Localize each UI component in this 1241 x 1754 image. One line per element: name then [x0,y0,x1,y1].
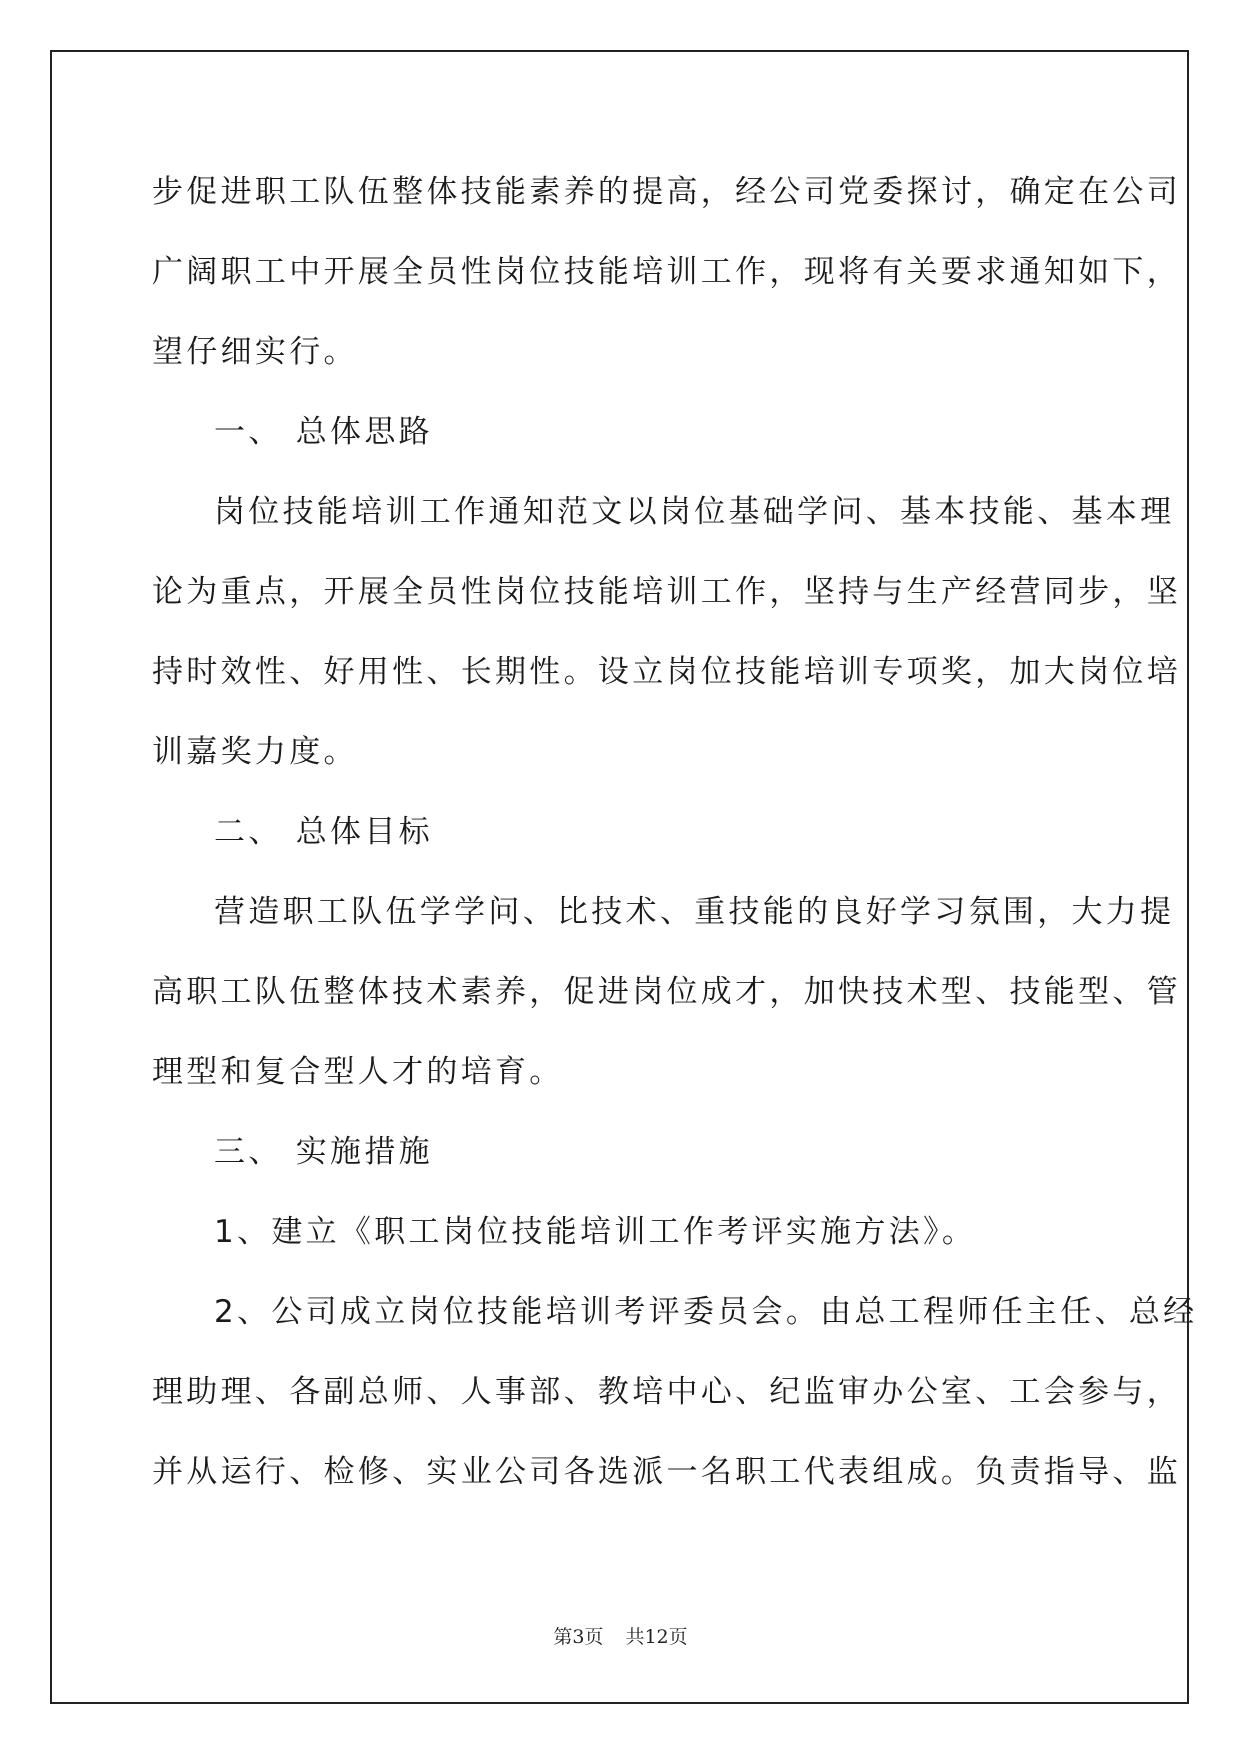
document-body [152,158,1198,1518]
text-line: 高职工队伍整体技术素养，促进岗位成才，加快技术型、技能型、管 [152,974,1181,1010]
text-line: 营造职工队伍学学问、比技术、重技能的良好学习氛围，大力提 [214,894,1175,930]
text-line: 论为重点，开展全员性岗位技能培训工作，坚持与生产经营同步，坚 [152,574,1181,610]
section-heading: 一、 总体思路 [214,414,433,450]
text-line: 步促进职工队伍整体技能素养的提高，经公司党委探讨，确定在公司 [152,174,1181,210]
text-line: 训嘉奖力度。 [152,734,358,770]
page-number: 第3页 [553,1626,604,1648]
text-line: 岗位技能培训工作通知范文以岗位基础学问、基本技能、基本理 [214,494,1175,530]
text-line: 望仔细实行。 [152,334,358,370]
text-line: 并从运行、检修、实业公司各选派一名职工代表组成。负责指导、监 [152,1454,1181,1490]
list-item: 1、建立《职工岗位技能培训工作考评实施方法》。 [214,1214,977,1250]
page-total: 共12页 [625,1626,688,1648]
text-line: 广阔职工中开展全员性岗位技能培训工作，现将有关要求通知如下， [152,254,1181,290]
text-line: 理型和复合型人才的培育。 [152,1054,564,1090]
text-line: 持时效性、好用性、长期性。设立岗位技能培训专项奖，加大岗位培 [152,654,1181,690]
text-line: 理助理、各副总师、人事部、教培中心、纪监审办公室、工会参与， [152,1374,1181,1410]
section-heading: 三、 实施措施 [214,1134,433,1170]
section-heading: 二、 总体目标 [214,814,433,850]
list-item: 2、公司成立岗位技能培训考评委员会。由总工程师任主任、总经 [214,1294,1198,1330]
page-footer [0,1622,1241,1649]
